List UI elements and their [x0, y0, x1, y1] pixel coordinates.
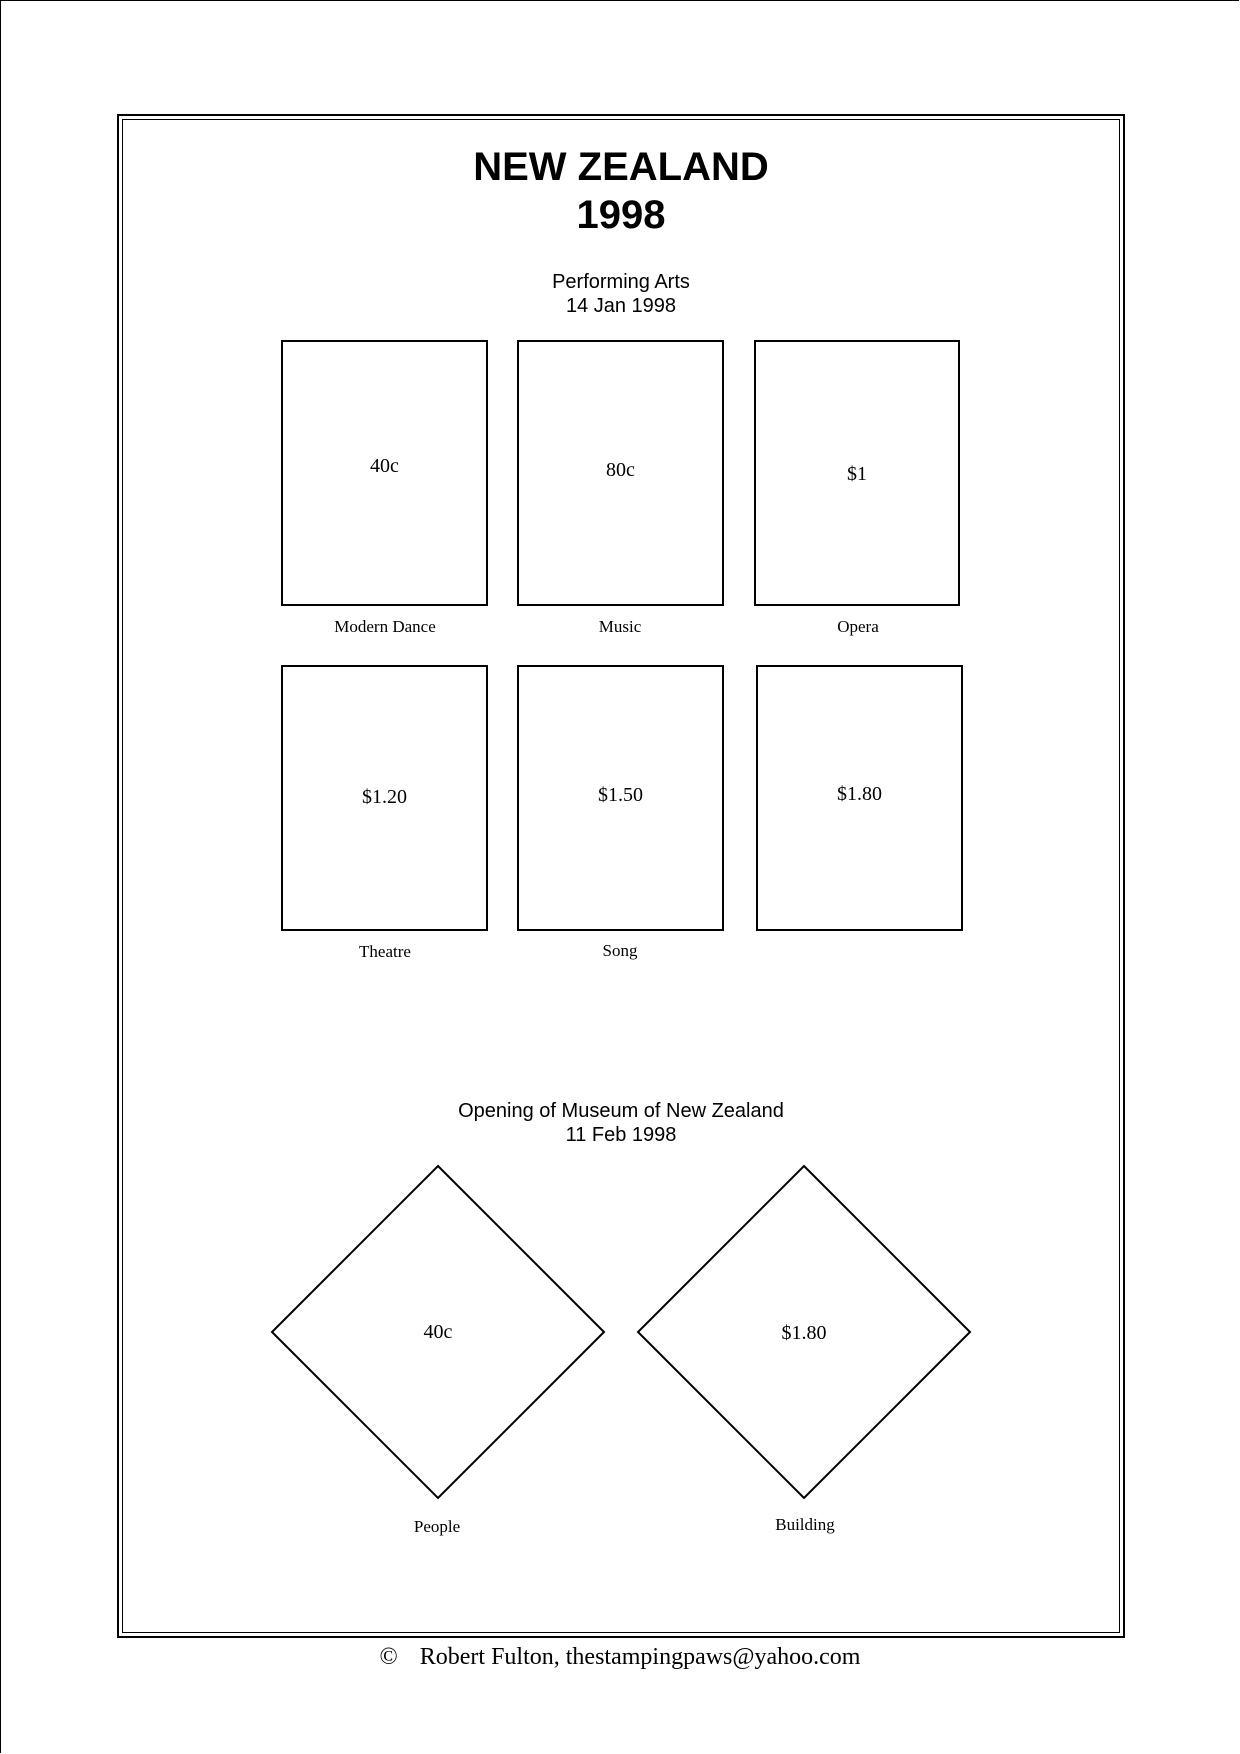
- stamp-box-opera: [754, 340, 960, 606]
- stamp-value: $1: [847, 463, 867, 485]
- credit-text: Robert Fulton, thestampingpaws@yahoo.com: [419, 1644, 861, 1670]
- section-title-museum: Opening of Museum of New Zealand: [458, 1100, 784, 1122]
- stamp-box-modern-dance: [281, 340, 488, 606]
- stamp-value: 40c: [423, 1321, 453, 1343]
- footer-credit: [0, 1643, 1240, 1671]
- stamp-box-unlabeled: [756, 665, 963, 931]
- copyright-symbol: ©: [379, 1644, 398, 1670]
- stamp-box-theatre: [281, 665, 488, 931]
- page-title-year: 1998: [576, 193, 666, 237]
- stamp-value: 40c: [370, 455, 399, 477]
- page-title-country: NEW ZEALAND: [473, 145, 769, 189]
- stamp-value: $1.80: [837, 783, 882, 805]
- stamp-value: 80c: [606, 459, 635, 481]
- stamp-box-music: [517, 340, 724, 606]
- stamp-diamond-building: [636, 1164, 972, 1500]
- section-date-museum: 11 Feb 1998: [565, 1124, 677, 1146]
- stamp-caption-music: Music: [598, 617, 642, 636]
- stamp-caption-song: Song: [602, 941, 638, 960]
- stamp-box-song: [517, 665, 724, 931]
- stamp-caption-people: People: [413, 1517, 461, 1536]
- stamp-caption-modern-dance: Modern Dance: [334, 617, 436, 636]
- stamp-diamond-people: [270, 1164, 606, 1500]
- stamp-caption-building: Building: [775, 1515, 835, 1534]
- section-date-performing-arts: 14 Jan 1998: [565, 295, 677, 317]
- stamp-caption-theatre: Theatre: [359, 942, 411, 961]
- stamp-caption-opera: Opera: [837, 617, 879, 636]
- section-title-performing-arts: Performing Arts: [552, 271, 690, 293]
- stamp-value: $1.20: [362, 786, 407, 808]
- stamp-value: $1.80: [781, 1322, 827, 1344]
- stamp-value: $1.50: [598, 784, 643, 806]
